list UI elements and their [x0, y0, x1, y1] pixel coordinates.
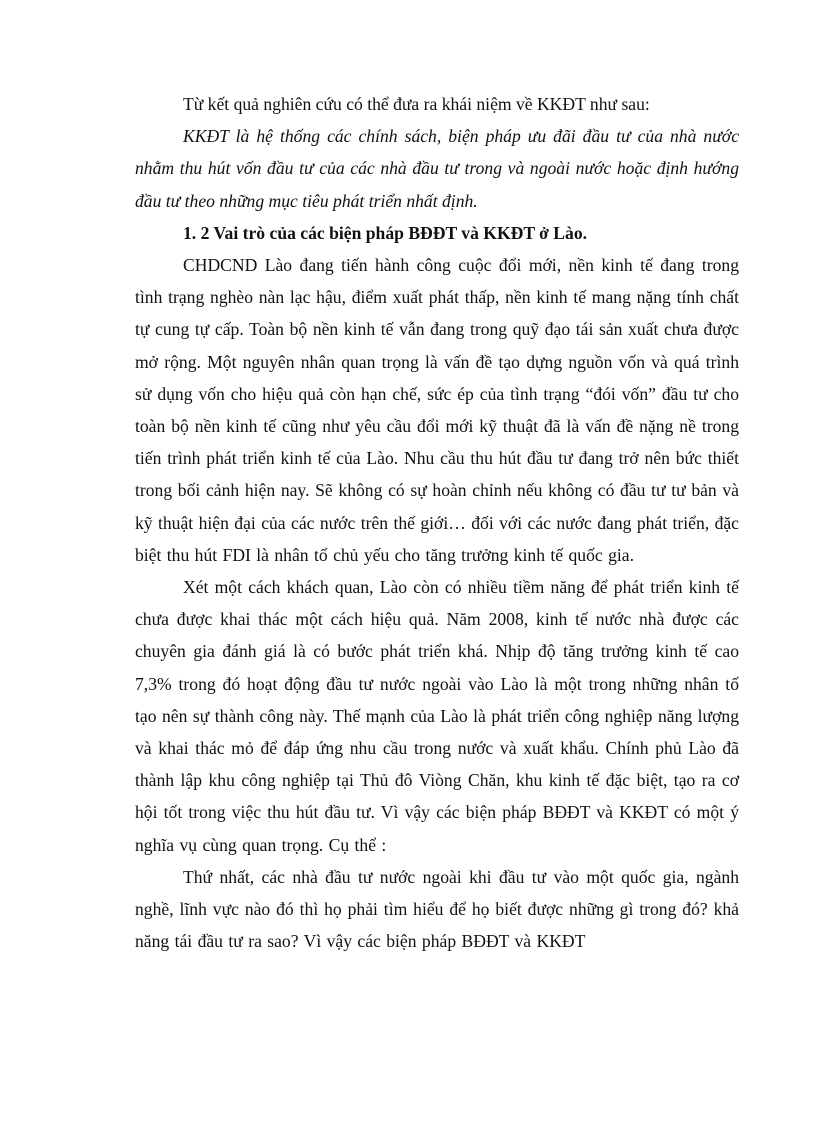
- body-paragraph-1: CHDCND Lào đang tiến hành công cuộc đổi mới, nền kinh tế đang trong tình trạng nghèo nàn lạc hậu, điểm xuất phát thấp, nền kinh tế mang nặng tính chất tự cung tự cấp. Toàn bộ nền kinh tế vẫn đang trong quỹ đạo tái sản xuất chưa được mở rộng. Một nguyên nhân quan trọng là vấn đề tạo dựng nguồn vốn và quá trình sử dụng vốn cho hiệu quả còn hạn chế, sức ép của tình trạng “đói vốn” đầu tư cho toàn bộ nền kinh tế cũng như yêu cầu đổi mới kỹ thuật đã là vấn đề nặng nề trong tiến trình phát triển kinh tế của Lào. Nhu cầu thu hút đầu tư đang trở nên bức thiết trong bối cảnh hiện nay. Sẽ không có sự hoàn chỉnh nếu không có đầu tư tư bản và kỹ thuật hiện đại của các nước trên thế giới… đối với các nước đang phát triển, đặc biệt thu hút FDI là nhân tố chủ yếu cho tăng trưởng kinh tế quốc gia.: [135, 255, 739, 565]
- definition-paragraph: KKĐT là hệ thống các chính sách, biện pháp ưu đãi đầu tư của nhà nước nhằm thu hút vốn đầu tư của các nhà đầu tư trong và ngoài nước hoặc định hướng đầu tư theo những mục tiêu phát triển nhất định.: [135, 126, 739, 211]
- intro-paragraph: Từ kết quả nghiên cứu có thể đưa ra khái niệm về KKĐT như sau:: [183, 94, 650, 114]
- body-paragraph-3: Thứ nhất, các nhà đầu tư nước ngoài khi đầu tư vào một quốc gia, ngành nghề, lĩnh vực nào đó thì họ phải tìm hiểu để họ biết được những gì trong đó? khả năng tái đầu tư ra sao? Vì vậy các biện pháp BĐĐT và KKĐT: [135, 866, 739, 952]
- section-heading: 1. 2 Vai trò của các biện pháp BĐĐT và KKĐT ở Lào.: [183, 222, 588, 243]
- document-body: [135, 88, 739, 957]
- body-paragraph-2: Xét một cách khách quan, Lào còn có nhiều tiềm năng để phát triển kinh tế chưa được khai thác một cách hiệu quả. Năm 2008, kinh tế nước nhà được các chuyên gia đánh giá là có bước phát triển khá. Nhịp độ tăng trưởng kinh tế cao 7,3% trong đó hoạt động đầu tư nước ngoài vào Lào là một trong những nhân tố tạo nên sự thành công này. Thế mạnh của Lào là phát triển công nghiệp năng lượng và khai thác mỏ để đáp ứng nhu cầu trong nước và xuất khẩu. Chính phủ Lào đã thành lập khu công nghiệp tại Thủ đô Viòng Chăn, khu kinh tế đặc biệt, tạo ra cơ hội tốt trong việc thu hút đầu tư. Vì vậy các biện pháp BĐĐT và KKĐT có một ý nghĩa vụ cùng quan trọng. Cụ thể :: [135, 577, 739, 855]
